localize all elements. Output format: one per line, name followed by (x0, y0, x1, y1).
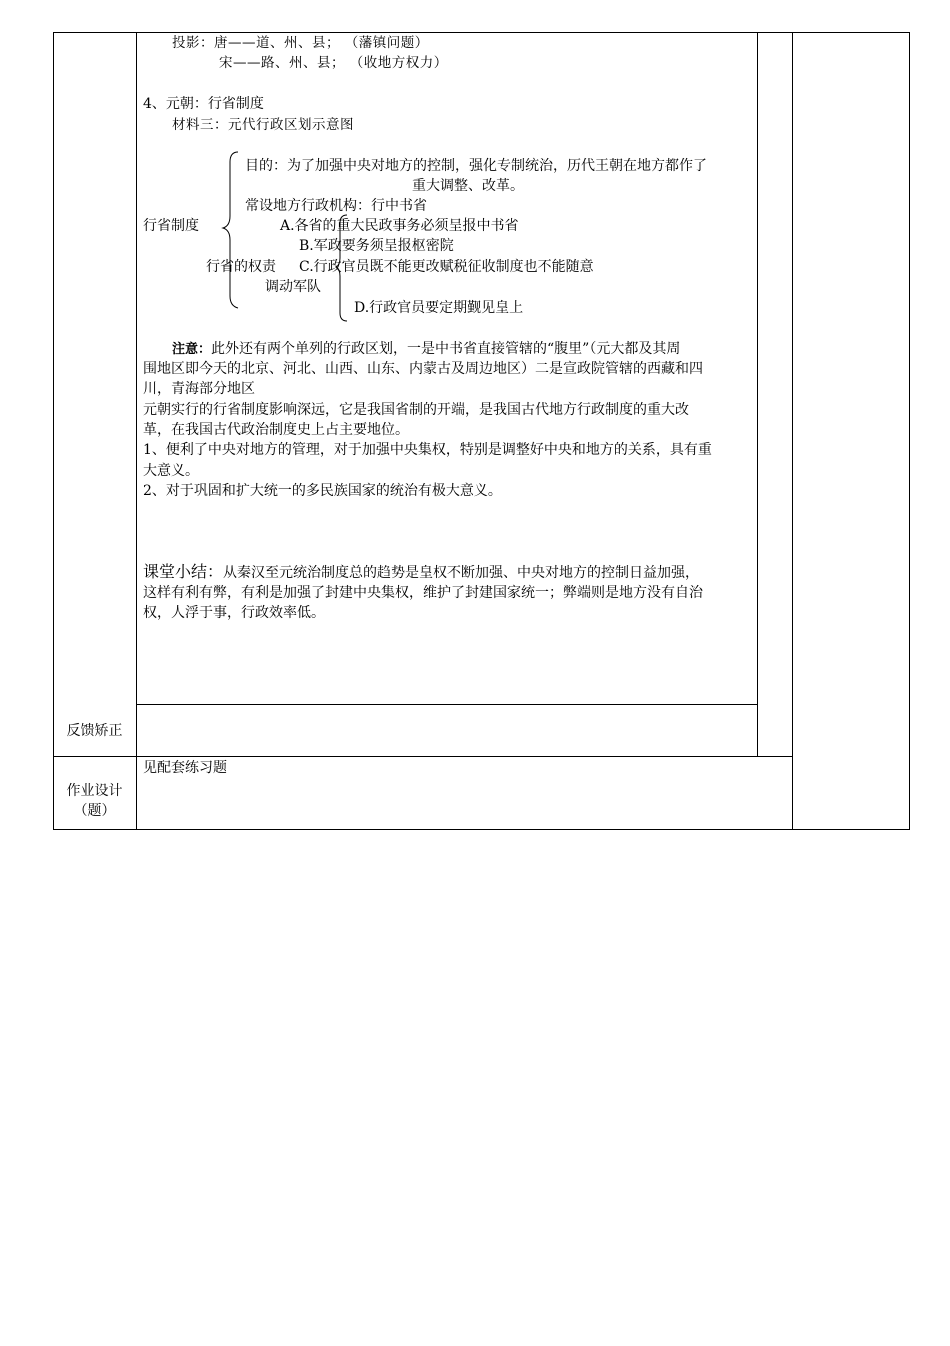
feedback-row-label: 反馈矫正 (66, 723, 123, 739)
diagram-duty-d: D.行政官员要定期觐见皇上 (354, 300, 524, 316)
diagram-duty-c: C.行政官员既不能更改赋税征收制度也不能随意 (299, 259, 594, 275)
section-heading-yuan: 4、元朝：行省制度 (143, 96, 264, 112)
table-bottom-border (53, 829, 910, 830)
inner-row-divider (136, 704, 757, 705)
diagram-duty-c-cont: 调动军队 (265, 279, 321, 295)
projection-line-2: 宋——路、州、县； （收地方权力） (219, 55, 448, 71)
summary-text-3: 权，人浮于事，行政效率低。 (143, 605, 325, 621)
diagram-duties-label: 行省的权责 (206, 259, 276, 275)
impact-point-1b: 大意义。 (143, 463, 199, 479)
diagram-root-label: 行省制度 (143, 218, 199, 234)
table-right-border (909, 32, 910, 830)
summary-text-2: 这样有利有弊，有利是加强了封建中央集权，维护了封建国家统一；弊端则是地方没有自治 (143, 585, 703, 601)
col-divider-content (757, 32, 758, 757)
homework-label-2: （题） (73, 803, 116, 819)
summary-label: 课堂小结： (143, 562, 224, 581)
note-text-2: 围地区即今天的北京、河北、山西、山东、内蒙古及周边地区）二是宣政院管辖的西藏和四 (143, 361, 703, 377)
material-caption: 材料三：元代行政区划示意图 (172, 117, 354, 133)
table-left-border (53, 32, 54, 830)
summary-line-1 (143, 562, 699, 583)
impact-point-2: 2、对于巩固和扩大统一的多民族国家的统治有极大意义。 (143, 483, 502, 499)
homework-label-1: 作业设计 (66, 783, 123, 799)
impact-line-1: 元朝实行的行省制度影响深远，它是我国省制的开端，是我国古代地方行政制度的重大改 (143, 402, 689, 418)
impact-line-2: 革，在我国古代政治制度史上占主要地位。 (143, 422, 409, 438)
diagram-purpose-2: 重大调整、改革。 (412, 178, 524, 194)
note-line-1 (172, 339, 680, 360)
diagram-duty-b: B.军政要务须呈报枢密院 (299, 238, 454, 254)
projection-line-1: 投影：唐——道、州、县； （藩镇问题） (172, 35, 429, 51)
impact-point-1a: 1、便利了中央对地方的管理，对于加强中央集权，特别是调整好中央和地方的关系，具有重 (143, 442, 712, 458)
col-divider-side (792, 32, 793, 830)
diagram-duty-a: A.各省的重大民政事务必须呈报中书省 (280, 218, 519, 234)
note-label: 注意： (172, 342, 212, 357)
note-text-3: 川，青海部分地区 (143, 381, 255, 397)
note-text-1: 此外还有两个单列的行政区划，一是中书省直接管辖的“腹里”（元大都及其周 (211, 341, 681, 357)
summary-text-1: 从秦汉至元统治制度总的趋势是皇权不断加强、中央对地方的控制日益加强， (223, 565, 700, 581)
homework-content: 见配套练习题 (143, 760, 227, 776)
outer-brace (222, 150, 242, 310)
diagram-institution: 常设地方行政机构：行中书省 (245, 198, 427, 214)
diagram-purpose-1: 目的：为了加强中央对地方的控制，强化专制统治，历代王朝在地方都作了 (245, 158, 707, 174)
row-divider-feedback (53, 756, 793, 757)
col-divider-label (136, 32, 137, 830)
